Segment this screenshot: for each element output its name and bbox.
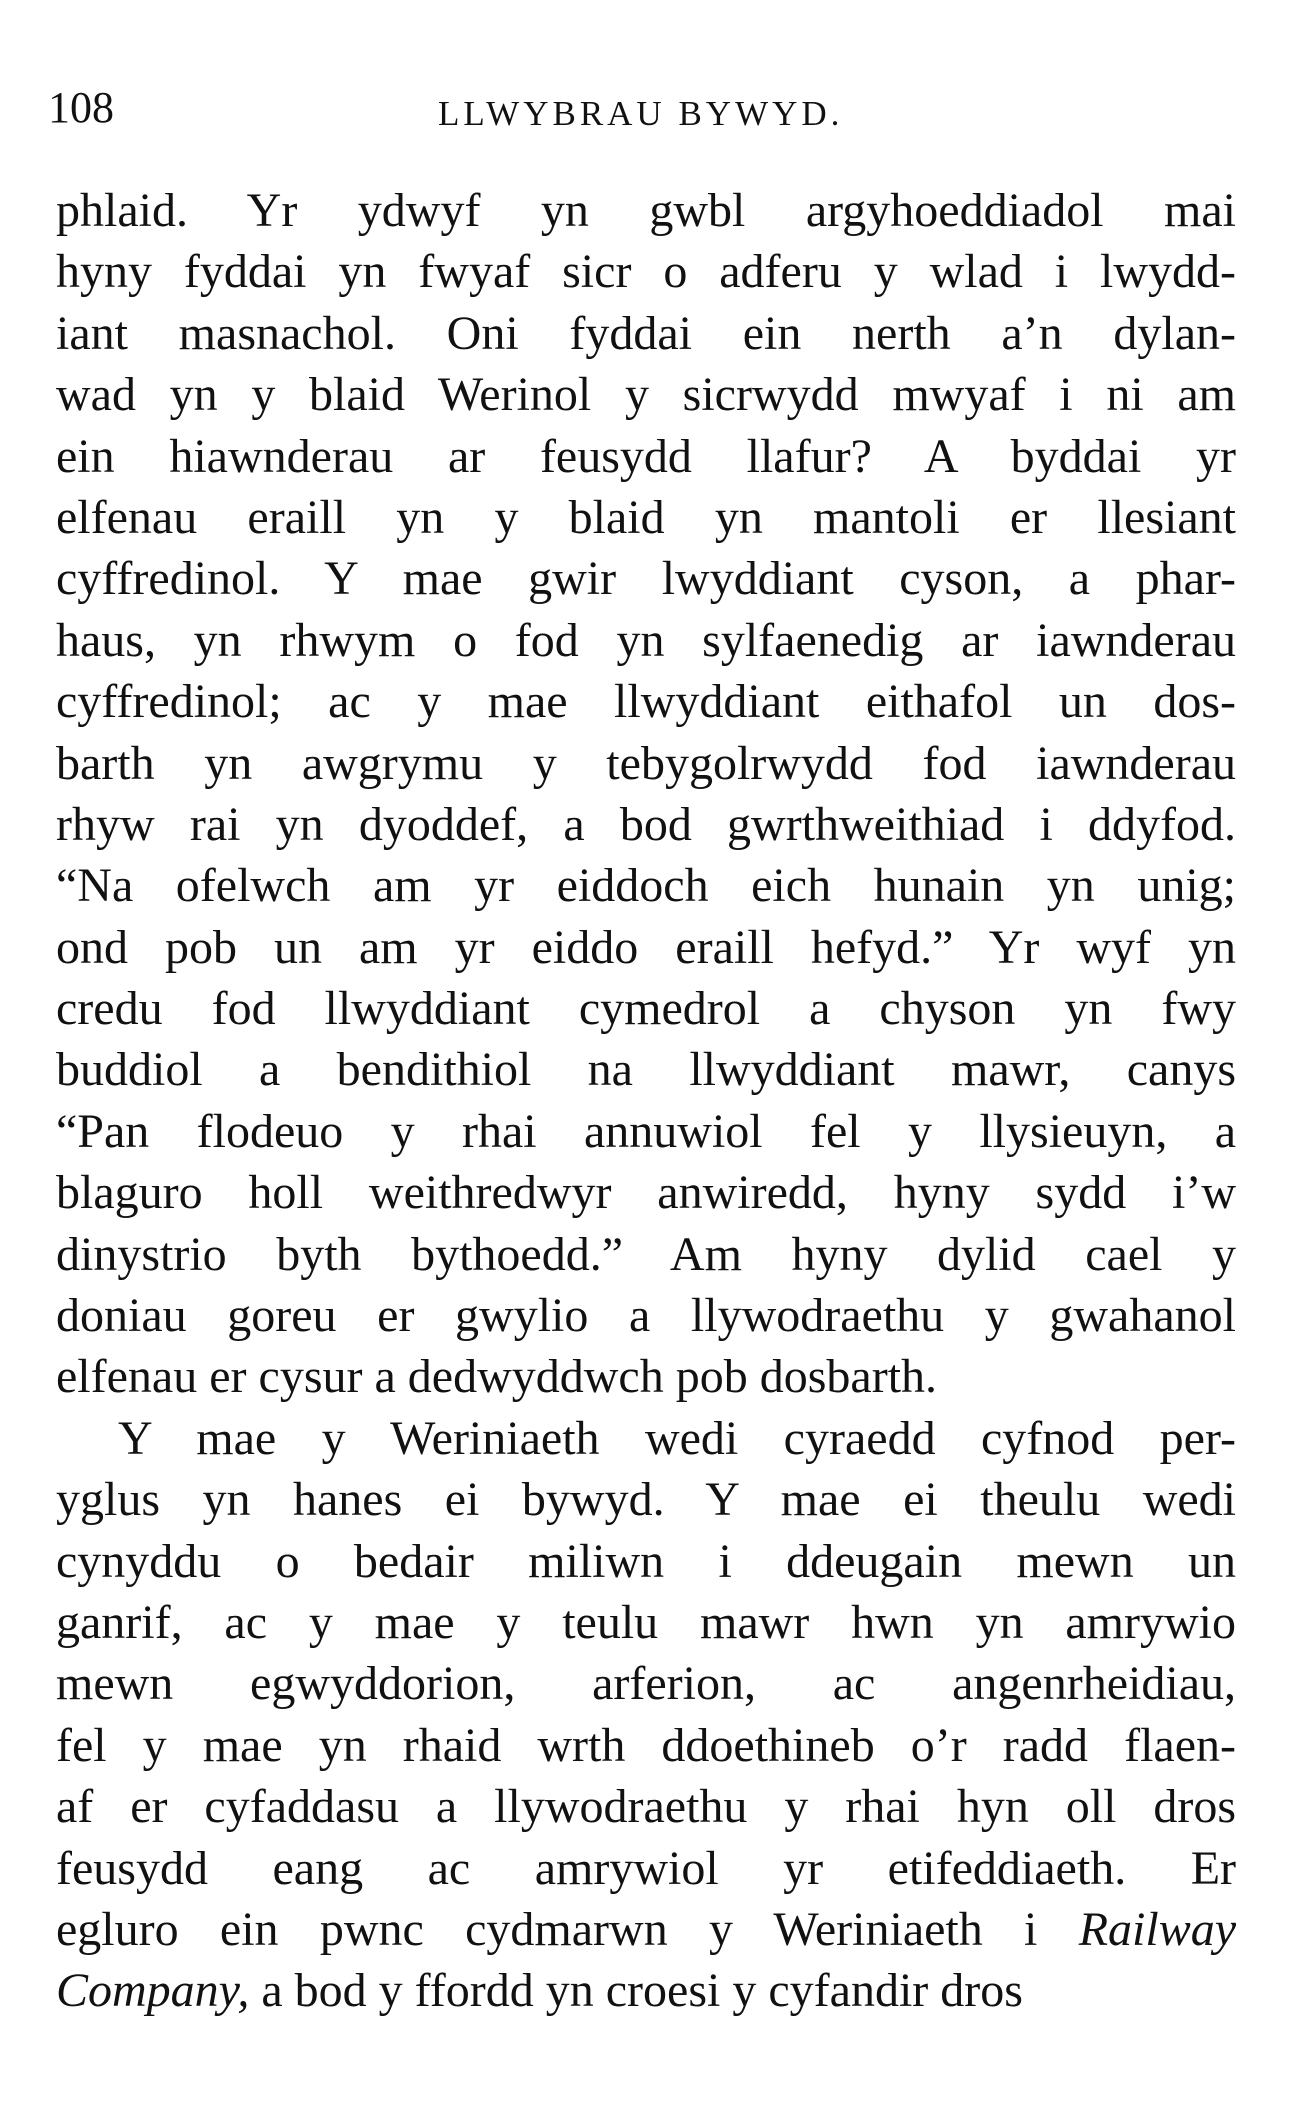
text-line: phlaid. Yr ydwyf yn gwbl argyhoeddiadol mai	[56, 184, 1236, 237]
text-line	[56, 1899, 1236, 1960]
text-line: dinystrio byth bythoedd.” Am hyny dylid cael y	[56, 1227, 1236, 1281]
text-line: Y mae y Weriniaeth wedi cyraedd cyfnod per-	[118, 1411, 1236, 1465]
text-line: af er cyfaddasu a llywodraethu y rhai hyn oll dros	[56, 1780, 1236, 1834]
text-line: cyffredinol; ac y mae llwyddiant eithafol un dos-	[56, 675, 1236, 729]
text-line: “Pan flodeuo y rhai annuwiol fel y llysieuyn, a	[56, 1104, 1236, 1158]
page-number: 108	[48, 83, 114, 132]
text-line: elfenau eraill yn y blaid yn mantoli er llesiant	[56, 490, 1236, 544]
text-line: ein hiawnderau ar feusydd llafur? A byddai yr	[56, 429, 1236, 483]
text-line: yglus yn hanes ei bywyd. Y mae ei theulu wedi	[56, 1473, 1236, 1527]
running-title: LLWYBRAU BYWYD.	[438, 94, 844, 133]
text-line: elfenau er cysur a dedwyddwch pob dosbarth.	[56, 1350, 938, 1404]
text-line: mewn egwyddorion, arferion, ac angenrheidiau,	[56, 1657, 1236, 1711]
text-line: “Na ofelwch am yr eiddoch eich hunain yn unig;	[56, 859, 1236, 913]
text-line: haus, yn rhwym o fod yn sylfaenedig ar iawnderau	[56, 613, 1236, 667]
italic-text-segment: Railway	[1078, 1902, 1237, 1956]
text-line: wad yn y blaid Werinol y sicrwydd mwyaf i ni am	[56, 368, 1236, 422]
text-line: hyny fyddai yn fwyaf sicr o adferu y wlad i lwydd-	[56, 245, 1236, 299]
text-line: feusydd eang ac amrywiol yr etifeddiaeth. Er	[56, 1841, 1236, 1895]
italic-text-segment: Company,	[56, 1964, 250, 2018]
body-text	[56, 180, 1236, 2022]
text-line: cyffredinol. Y mae gwir lwyddiant cyson, a phar-	[56, 552, 1236, 606]
text-segment: egluro ein pwnc cydmarwn y Weriniaeth i	[56, 1902, 1038, 1956]
text-segment: a bod y ffordd yn croesi y cyfandir dros	[261, 1964, 1023, 2018]
text-line: buddiol a bendithiol na llwyddiant mawr, canys	[56, 1043, 1236, 1097]
text-line: iant masnachol. Oni fyddai ein nerth a’n dylan-	[56, 306, 1236, 360]
text-line: fel y mae yn rhaid wrth ddoethineb o’r radd flaen-	[56, 1718, 1236, 1772]
text-line: rhyw rai yn dyoddef, a bod gwrthweithiad i ddyfod.	[56, 797, 1236, 851]
page-header	[48, 78, 1258, 138]
text-line: ganrif, ac y mae y teulu mawr hwn yn amrywio	[56, 1595, 1236, 1649]
text-line: blaguro holl weithredwyr anwiredd, hyny sydd i’w	[56, 1166, 1236, 1220]
text-line: doniau goreu er gwylio a llywodraethu y gwahanol	[56, 1289, 1236, 1343]
text-line: cynyddu o bedair miliwn i ddeugain mewn un	[56, 1534, 1236, 1588]
text-line: credu fod llwyddiant cymedrol a chyson yn fwy	[56, 982, 1236, 1036]
text-line: barth yn awgrymu y tebygolrwydd fod iawnderau	[56, 736, 1236, 790]
text-line: ond pob un am yr eiddo eraill hefyd.” Yr wyf yn	[56, 920, 1236, 974]
text-line	[56, 1960, 1236, 2021]
